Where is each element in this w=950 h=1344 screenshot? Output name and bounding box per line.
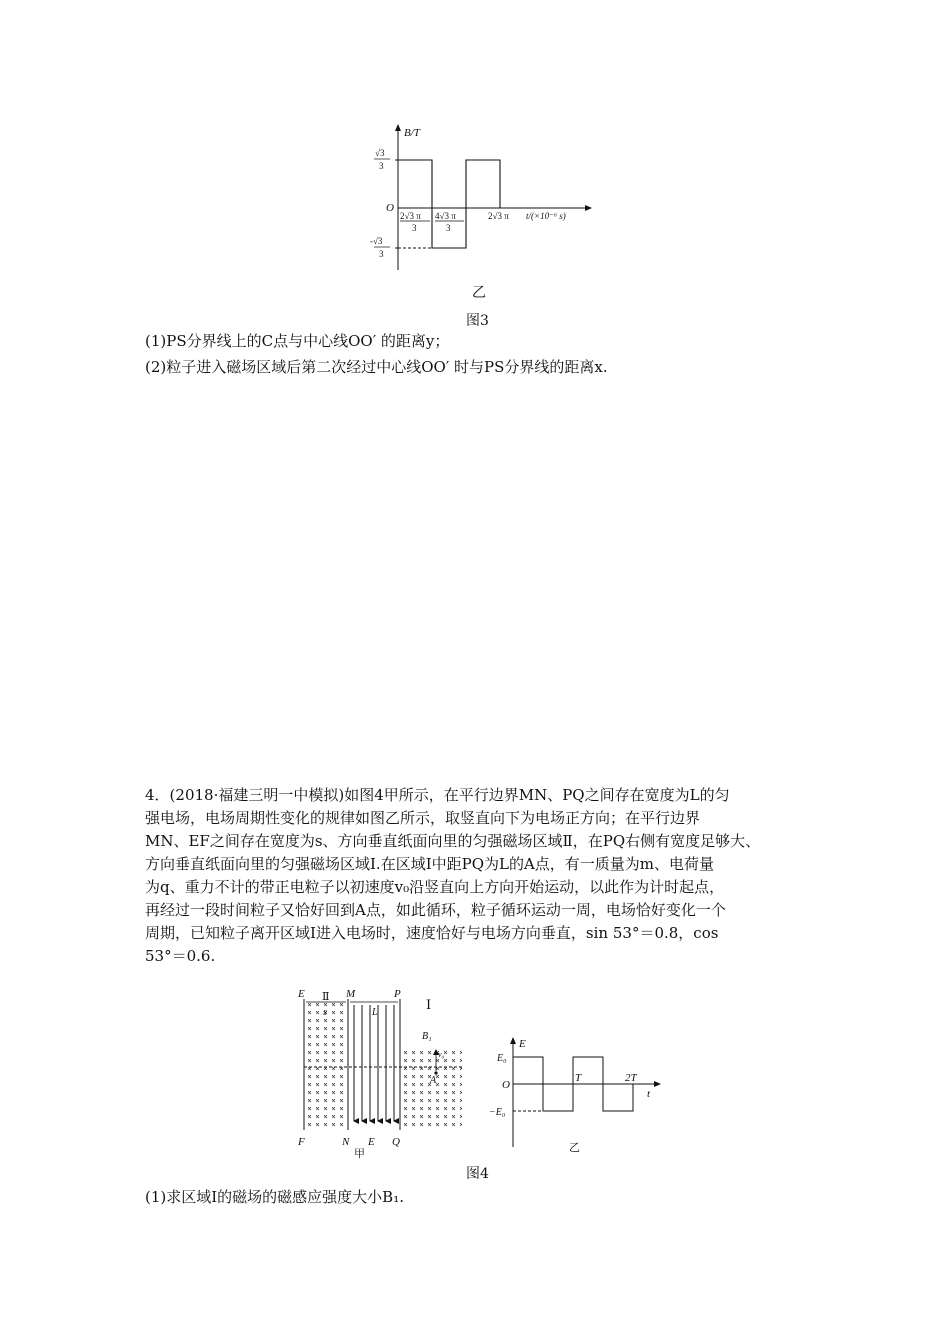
t-tick-T: T [575, 1072, 582, 1084]
figure-4-field-diagram [290, 985, 475, 1160]
label-N: N [342, 1136, 350, 1148]
y-bot-num: -√3 [370, 236, 383, 246]
e-axis-label: E [519, 1038, 526, 1050]
q4-subquestion-1: (1)求区域Ⅰ的磁场的磁感应强度大小B₁. [145, 1188, 404, 1206]
figure-3-graph [360, 120, 600, 280]
b-square-wave [398, 160, 500, 248]
tick2-num: 4√3 π [435, 211, 456, 221]
q4-line: 53°＝0.6. [145, 947, 216, 965]
label-v0: v₀ [438, 1050, 445, 1059]
t-axis-label: t [647, 1088, 651, 1100]
y-bot-den: 3 [379, 249, 384, 259]
label-M: M [346, 988, 356, 1000]
e0-label: E₀ [497, 1053, 507, 1064]
q4-line: 为q、重力不计的带正电粒子以初速度v₀沿竖直向上方向开始运动，以此作为计时起点， [145, 878, 725, 896]
tick2-den: 3 [446, 223, 451, 233]
q4-line: 再经过一段时间粒子又恰好回到A点，如此循环，粒子循环运动一周，电场恰好变化一个 [145, 901, 726, 919]
y-top-den: 3 [379, 161, 384, 171]
label-B1: B₁ [422, 1031, 432, 1042]
x-axis-label: t/(×10⁻⁶ s) [526, 211, 566, 221]
fig4-right-label: 乙 [569, 1142, 580, 1154]
label-E: E [298, 988, 305, 1000]
origin-label: O [502, 1079, 510, 1091]
magnetic-region-2 [304, 1003, 348, 1129]
y-axis-label: B/T [404, 127, 420, 139]
origin-label: O [386, 202, 394, 214]
q4-line: 强电场，电场周期性变化的规律如图乙所示，取竖直向下为电场正方向；在平行边界 [145, 809, 701, 827]
q4-line: 方向垂直纸面向里的匀强磁场区域Ⅰ.在区域Ⅰ中距PQ为L的A点，有一质量为m、电荷量 [145, 855, 715, 873]
label-region2: Ⅱ [322, 991, 330, 1003]
label-F: F [298, 1136, 305, 1148]
label-s: s [323, 1007, 327, 1018]
label-Q: Q [392, 1136, 400, 1148]
q3-subquestion-2: (2)粒子进入磁场区域后第二次经过中心线OO′ 时与PS分界线的距离x. [145, 358, 608, 376]
fig3-caption: 图3 [466, 313, 489, 329]
label-P: P [394, 988, 401, 1000]
magnetic-region-1 [402, 1047, 462, 1129]
y-axis-arrow [395, 124, 401, 131]
label-region1: Ⅰ [426, 997, 432, 1012]
q3-subquestion-1: (1)PS分界线上的C点与中心线OO′ 的距离y； [145, 332, 450, 350]
fig3-panel-label: 乙 [472, 285, 486, 301]
tick1-den: 3 [412, 223, 417, 233]
label-E-bottom: E [368, 1136, 375, 1148]
q4-line: MN、EF之间存在宽度为s、方向垂直纸面向里的匀强磁场区域Ⅱ，在PQ右侧有宽度足够大、 [145, 832, 761, 850]
tick3-label: 2√3 π [488, 211, 509, 221]
x-axis-arrow [585, 205, 592, 211]
t-tick-2T: 2T [625, 1072, 637, 1084]
fig4-caption: 图4 [466, 1166, 489, 1182]
tick1-num: 2√3 π [400, 211, 421, 221]
label-L: L [372, 1007, 378, 1018]
label-A: A [430, 1075, 437, 1086]
figure-4-e-t-graph [485, 1035, 665, 1160]
q4-line: 周期，已知粒子离开区域Ⅰ进入电场时，速度恰好与电场方向垂直，sin 53°＝0.8，cos [145, 924, 719, 942]
neg-e0-label: −E₀ [489, 1107, 506, 1118]
fig4-left-label: 甲 [354, 1148, 365, 1160]
y-top-num: √3 [375, 148, 385, 158]
q4-line: 4．(2018·福建三明一中模拟)如图4甲所示，在平行边界MN、PQ之间存在宽度为L的匀 [145, 786, 730, 804]
